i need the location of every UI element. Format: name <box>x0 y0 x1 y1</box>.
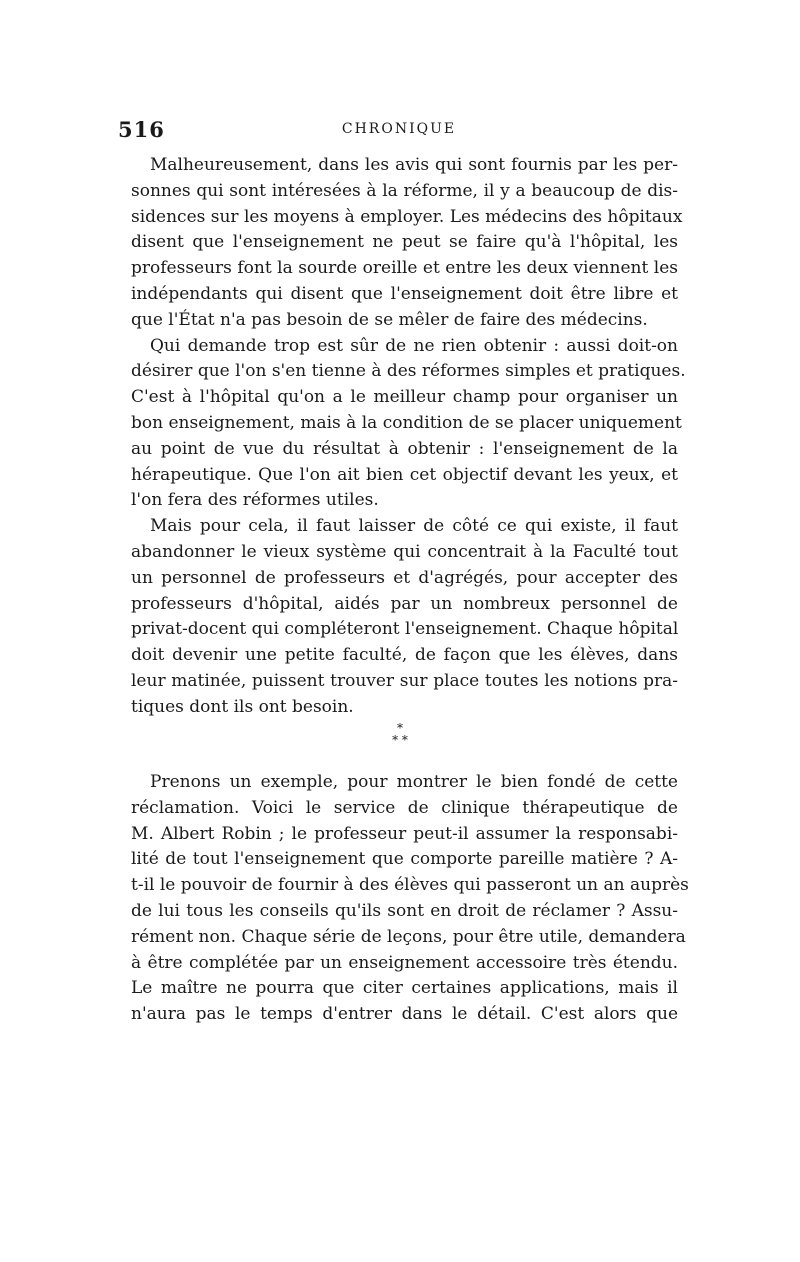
running-title: CHRONIQUE <box>341 121 457 137</box>
asterism-bottom: * * <box>392 733 408 747</box>
text-section-2 <box>131 770 689 1028</box>
text-line: abandonner le vieux système qui concentrait à la Faculté tout <box>131 541 678 562</box>
text-line: Prenons un exemple, pour montrer le bien fondé de cette <box>150 772 678 792</box>
page-header <box>118 117 680 147</box>
text-line: rément non. Chaque série de leçons, pour être utile, demandera <box>131 926 686 947</box>
text-line: réclamation. Voici le service de clinique thérapeutique de <box>131 797 678 818</box>
text-section-1 <box>131 153 686 721</box>
text-line: Mais pour cela, il faut laisser de côté ce qui existe, il faut <box>150 516 678 537</box>
text-line: doit devenir une petite faculté, de façon que les élèves, dans <box>131 645 678 666</box>
text-line: que l'État n'a pas besoin de se mêler de faire des médecins. <box>131 309 648 330</box>
text-line: privat-docent qui compléteront l'enseignement. Chaque hôpital <box>131 619 679 640</box>
text-line: sonnes qui sont intéresées à la réforme, il y a beaucoup de dis- <box>131 180 678 201</box>
text-line: l'on fera des réformes utiles. <box>131 490 379 511</box>
text-line: disent que l'enseignement ne peut se faire qu'à l'hôpital, les <box>131 232 678 253</box>
asterism-top: * <box>397 721 403 735</box>
text-line: bon enseignement, mais à la condition de se placer uniquement <box>131 412 682 433</box>
text-line: tiques dont ils ont besoin. <box>131 696 354 717</box>
text-line: Le maître ne pourra que citer certaines applications, mais il <box>131 978 678 999</box>
text-line: professeurs d'hôpital, aidés par un nombreux personnel de <box>131 593 678 614</box>
text-line: Qui demande trop est sûr de ne rien obtenir : aussi doit-on <box>150 335 678 356</box>
text-line: leur matinée, puissent trouver sur place toutes les notions pra- <box>131 670 678 691</box>
text-line: lité de tout l'enseignement que comporte pareille matière ? A- <box>131 849 678 870</box>
text-line: t-il le pouvoir de fournir à des élèves qui passeront un an auprès <box>131 875 689 896</box>
text-line: au point de vue du résultat à obtenir : l'enseignement de la <box>131 438 678 459</box>
text-line: n'aura pas le temps d'entrer dans le détail. C'est alors que <box>131 1004 678 1025</box>
section-separator-asterism <box>370 722 430 758</box>
text-line: désirer que l'on s'en tienne à des réformes simples et pratiques. <box>131 361 686 382</box>
text-line: Malheureusement, dans les avis qui sont fournis par les per- <box>150 155 678 175</box>
page-number: 516 <box>118 117 165 142</box>
text-line: indépendants qui disent que l'enseignement doit être libre et <box>131 283 678 304</box>
text-line: sidences sur les moyens à employer. Les médecins des hôpitaux <box>131 206 683 227</box>
text-line: un personnel de professeurs et d'agrégés, pour accepter des <box>131 567 678 588</box>
text-line: à être complétée par un enseignement accessoire très étendu. <box>131 952 678 973</box>
text-line: de lui tous les conseils qu'ils sont en droit de réclamer ? Assu- <box>131 900 678 921</box>
text-line: hérapeutique. Que l'on ait bien cet objectif devant les yeux, et <box>131 464 678 485</box>
text-line: M. Albert Robin ; le professeur peut-il assumer la responsabi- <box>131 823 678 844</box>
text-line: professeurs font la sourde oreille et entre les deux viennent les <box>131 258 678 279</box>
text-line: C'est à l'hôpital qu'on a le meilleur champ pour organiser un <box>131 387 678 408</box>
